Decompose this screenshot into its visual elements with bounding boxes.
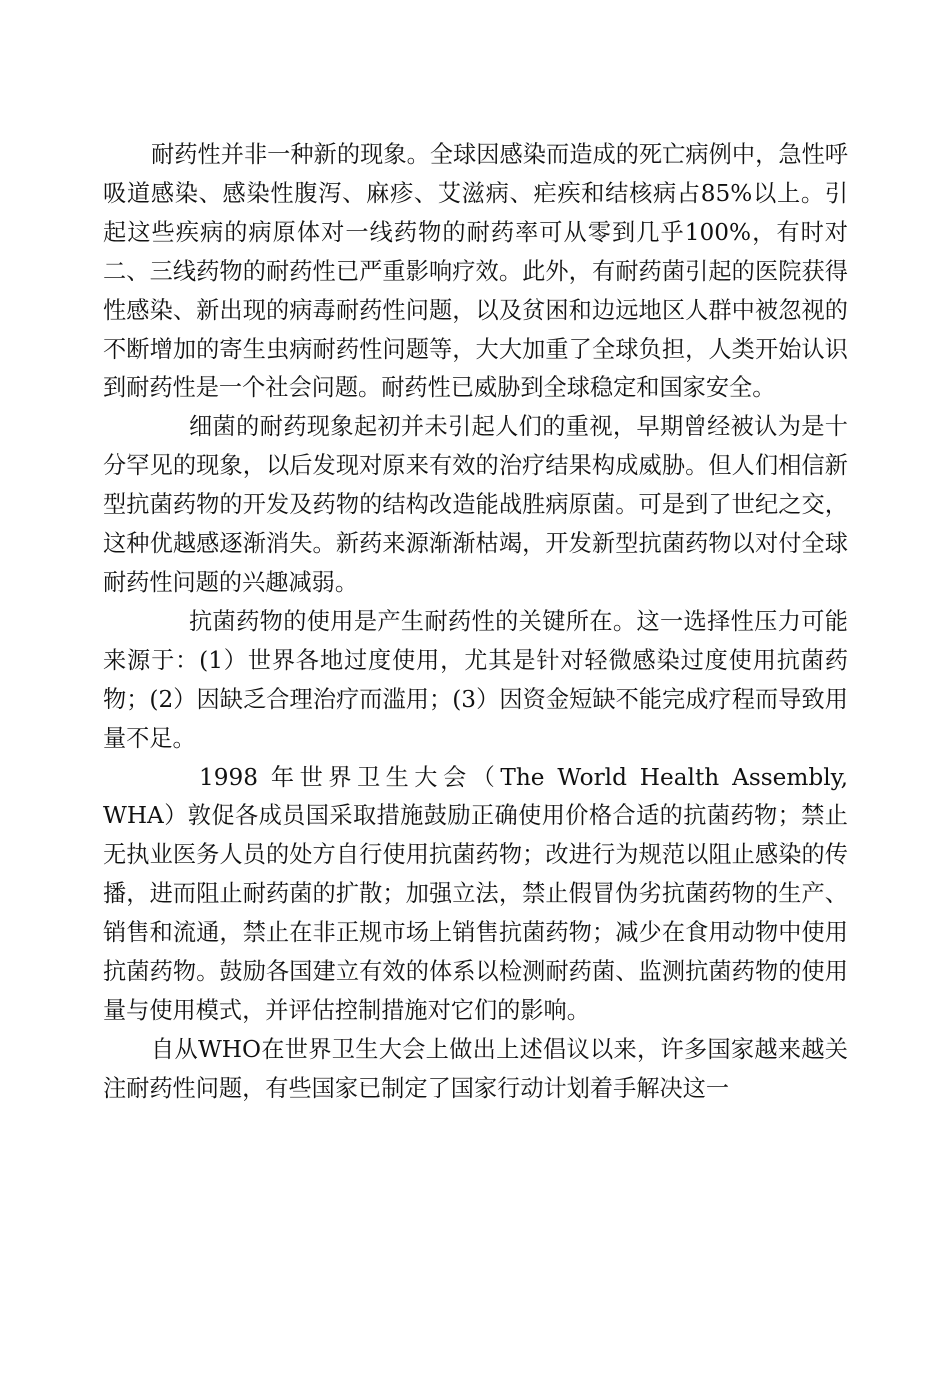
paragraph-resistance-intro: 耐药性并非一种新的现象。全球因感染而造成的死亡病例中，急性呼吸道感染、感染性腹泻、麻疹、艾滋病、疟疾和结核病占85%以上。引起这些疾病的病原体对一线药物的耐药率可从零到几乎100%，有时对二、三线药物的耐药性已严重影响疗效。此外，有耐药菌引起的医院获得性感染、新出现的病毒耐药性问题，以及贫困和边远地区人群中被忽视的不断增加的寄生虫病耐药性问题等，大大加重了全球负担，人类开始认识到耐药性是一个社会问题。耐药性已威胁到全球稳定和国家安全。 xyxy=(103,141,848,402)
paragraph-wha-1998: 1998 年世界卫生大会（The World Health Assembly, WHA）敦促各成员国采取措施鼓励正确使用价格合适的抗菌药物；禁止无执业医务人员的处方自行使用抗菌药物；改进行为规范以阻止感染的传播，进而阻止耐药菌的扩散；加强立法，禁止假冒伪劣抗菌药物的生产、销售和流通，禁止在非正规市场上销售抗菌药物；减少在食用动物中使用抗菌药物。鼓励各国建立有效的体系以检测耐药菌、监测抗菌药物的使用量与使用模式，并评估控制措施对它们的影响。 xyxy=(103,763,848,1024)
document-page xyxy=(103,136,848,1109)
paragraph-who-initiative: 自从WHO在世界卫生大会上做出上述倡议以来，许多国家越来越关注耐药性问题，有些国家已制定了国家行动计划着手解决这一 xyxy=(103,1035,848,1102)
paragraph-antimicrobial-use: 抗菌药物的使用是产生耐药性的关键所在。这一选择性压力可能来源于：(1）世界各地过度使用，尤其是针对轻微感染过度使用抗菌药物；(2）因缺乏合理治疗而滥用；(3）因资金短缺不能完成疗程而导致用量不足。 xyxy=(103,607,848,752)
paragraph-bacterial-resistance: 细菌的耐药现象起初并未引起人们的重视，早期曾经被认为是十分罕见的现象，以后发现对原来有效的治疗结果构成威胁。但人们相信新型抗菌药物的开发及药物的结构改造能战胜病原菌。可是到了世纪之交，这种优越感逐渐消失。新药来源渐渐枯竭，开发新型抗菌药物以对付全球耐药性问题的兴趣减弱。 xyxy=(103,413,848,596)
